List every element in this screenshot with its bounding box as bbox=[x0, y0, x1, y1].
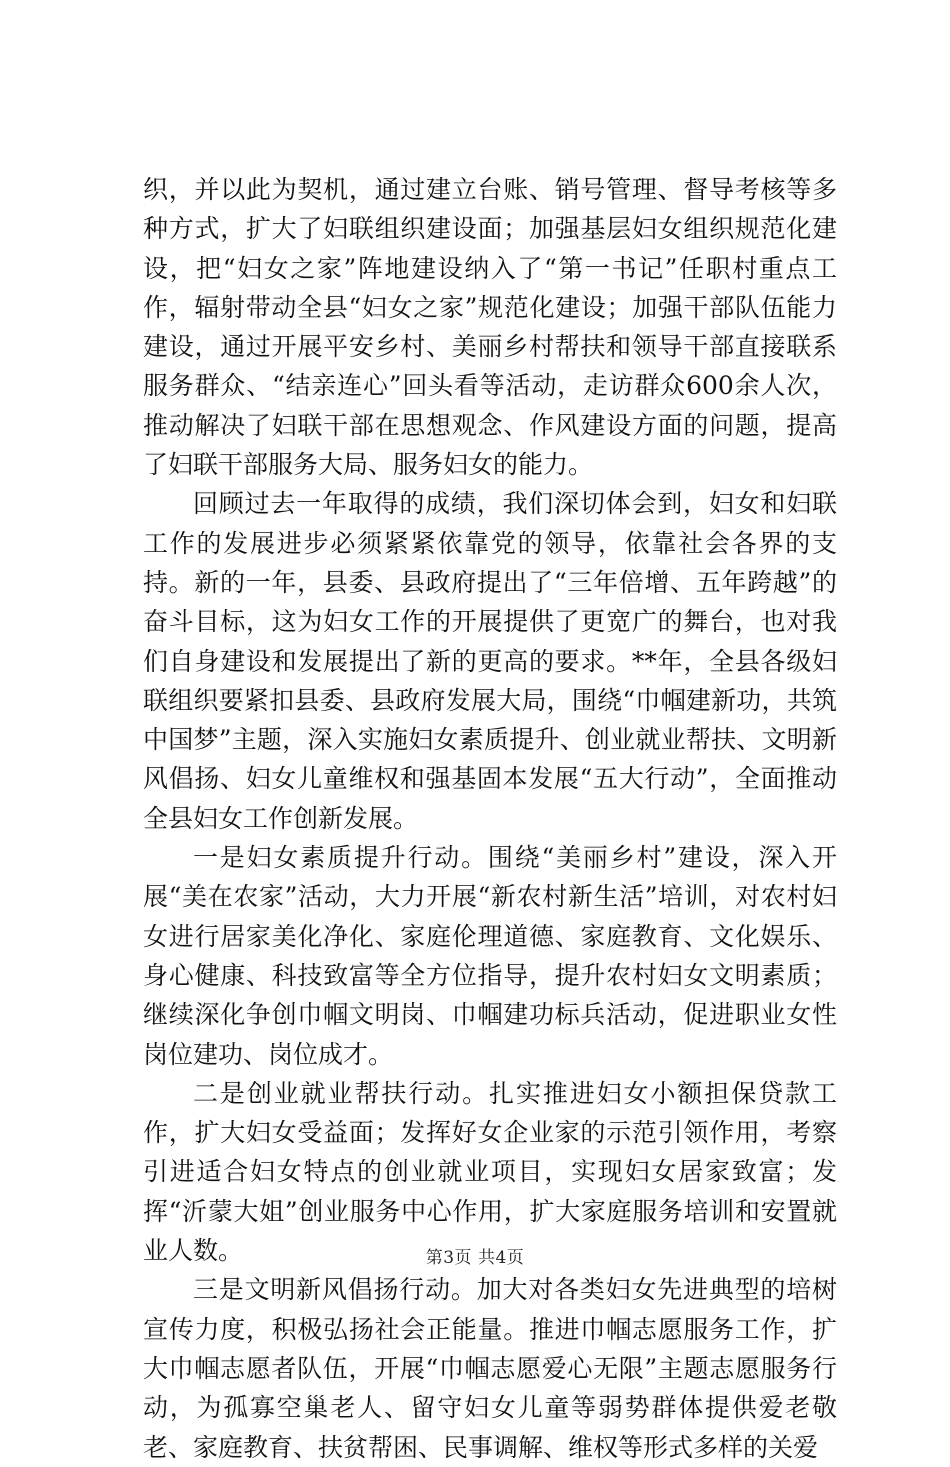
paragraph-action-three: 三是文明新风倡扬行动。加大对各类妇女先进典型的培树宣传力度，积极弘扬社会正能量。推进巾帼志愿服务工作，扩大巾帼志愿者队伍，开展“巾帼志愿爱心无限”主题志愿服务行动，为孤寡空巢老人、留守妇女儿童等弱势群体提供爱老敬老、家庭教育、扶贫帮困、民事调解、维权等形式多样的关爱 bbox=[143, 1275, 837, 1462]
paragraph-continuation: 织，并以此为契机，通过建立台账、销号管理、督导考核等多种方式，扩大了妇联组织建设面；加强基层妇女组织规范化建设，把“妇女之家”阵地建设纳入了“第一书记”任职村重点工作，辐射带动全县“妇女之家”规范化建设；加强干部队伍能力建设，通过开展平安乡村、美丽乡村帮扶和领导干部直接联系服务群众、“结亲连心”回头看等活动，走访群众600余人次，推动解决了妇联干部在思想观念、作风建设方面的问题，提高了妇联干部服务大局、服务妇女的能力。 bbox=[143, 175, 837, 480]
paragraph-review: 回顾过去一年取得的成绩，我们深切体会到，妇女和妇联工作的发展进步必须紧紧依靠党的领导，依靠社会各界的支持。新的一年，县委、县政府提出了“三年倍增、五年跨越”的奋斗目标，这为妇女工作的开展提供了更宽广的舞台，也对我们自身建设和发展提出了新的更高的要求。**年，全县各级妇联组织要紧扣县委、县政府发展大局，围绕“巾帼建新功，共筑中国梦”主题，深入实施妇女素质提升、创业就业帮扶、文明新风倡扬、妇女儿童维权和强基固本发展“五大行动”，全面推动全县妇女工作创新发展。 bbox=[143, 489, 837, 833]
page-number-footer: 第3页 共4页 bbox=[425, 1248, 525, 1268]
paragraph-action-two: 二是创业就业帮扶行动。扎实推进妇女小额担保贷款工作，扩大妇女受益面；发挥好女企业家的示范引领作用，考察引进适合妇女特点的创业就业项目，实现妇女居家致富；发挥“沂蒙大姐”创业服务中心作用，扩大家庭服务培训和安置就业人数。 bbox=[143, 1078, 837, 1266]
document-body bbox=[143, 170, 837, 1467]
paragraph-action-one: 一是妇女素质提升行动。围绕“美丽乡村”建设，深入开展“美在农家”活动，大力开展“新农村新生活”培训，对农村妇女进行居家美化净化、家庭伦理道德、家庭教育、文化娱乐、身心健康、科技致富等全方位指导，提升农村妇女文明素质；继续深化争创巾帼文明岗、巾帼建功标兵活动，促进职业女性岗位建功、岗位成才。 bbox=[143, 843, 837, 1069]
